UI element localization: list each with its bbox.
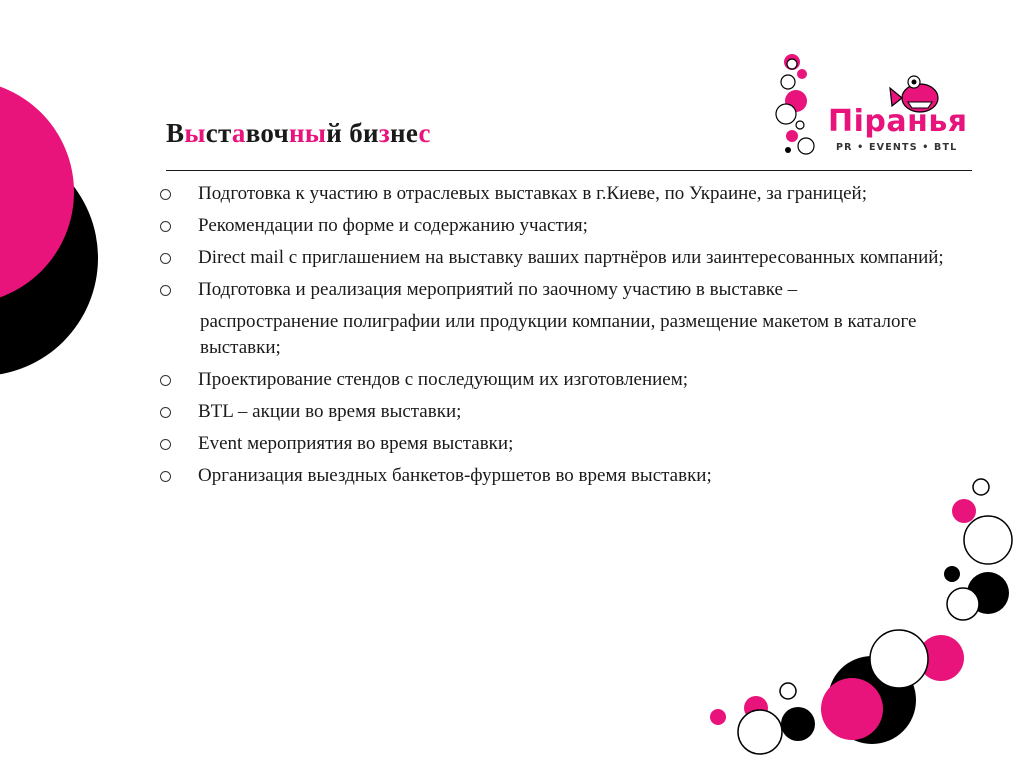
logo-tagline: PR • EVENTS • BTL xyxy=(836,142,958,153)
list-item-text: распространение полиграфии или продукции компании, размещение макетом в каталоге выставки; xyxy=(200,311,917,358)
title-divider xyxy=(166,170,972,171)
list-item xyxy=(160,245,960,271)
circle-bullet-icon xyxy=(160,189,171,200)
circle-bullet-icon xyxy=(160,221,171,232)
slide-title xyxy=(166,118,431,149)
circle-bullet-icon xyxy=(160,439,171,450)
list-item xyxy=(160,213,960,239)
list-item xyxy=(160,463,960,489)
title-highlight-letters: ы xyxy=(184,118,206,148)
title-text: воч xyxy=(245,118,290,148)
logo-wordmark: Піранья xyxy=(828,104,968,139)
title-highlight-letters: ны xyxy=(289,118,327,148)
circle-bullet-icon xyxy=(160,471,171,482)
list-item-text: Event мероприятия во время выставки; xyxy=(198,433,514,454)
list-item-text: Подготовка к участию в отраслевых выставках в г.Киеве, по Украине, за границей; xyxy=(198,183,868,204)
title-text: ст xyxy=(205,118,232,148)
list-item-text: Подготовка и реализация мероприятий по заочному участию в выставке – xyxy=(198,279,798,300)
list-item xyxy=(160,399,960,425)
list-item-text: BTL – акции во время выставки; xyxy=(198,401,462,422)
title-text: й би xyxy=(326,118,379,148)
services-list xyxy=(160,181,960,495)
list-item-text: Организация выездных банкетов-фуршетов во время выставки; xyxy=(198,465,712,486)
list-item xyxy=(160,181,960,207)
list-item-text: Рекомендации по форме и содержанию участия; xyxy=(198,215,588,236)
circle-bullet-icon xyxy=(160,375,171,386)
title-highlight-letters: з xyxy=(378,118,391,148)
circle-bullet-icon xyxy=(160,285,171,296)
title-highlight-letters: с xyxy=(418,118,431,148)
title-text: не xyxy=(390,118,419,148)
list-item-text: Проектирование стендов с последующим их изготовлением; xyxy=(198,369,689,390)
title-highlight-letters: а xyxy=(231,118,246,148)
list-item xyxy=(160,431,960,457)
list-item-continuation xyxy=(160,309,960,361)
list-item xyxy=(160,277,960,303)
left-decorative-circles xyxy=(0,0,120,420)
list-item-text: Direct mail с приглашением на выставку ваших партнёров или заинтересованных компаний; xyxy=(198,247,944,268)
circle-bullet-icon xyxy=(160,253,171,264)
circle-bullet-icon xyxy=(160,407,171,418)
list-item xyxy=(160,367,960,393)
title-text: В xyxy=(166,118,185,148)
